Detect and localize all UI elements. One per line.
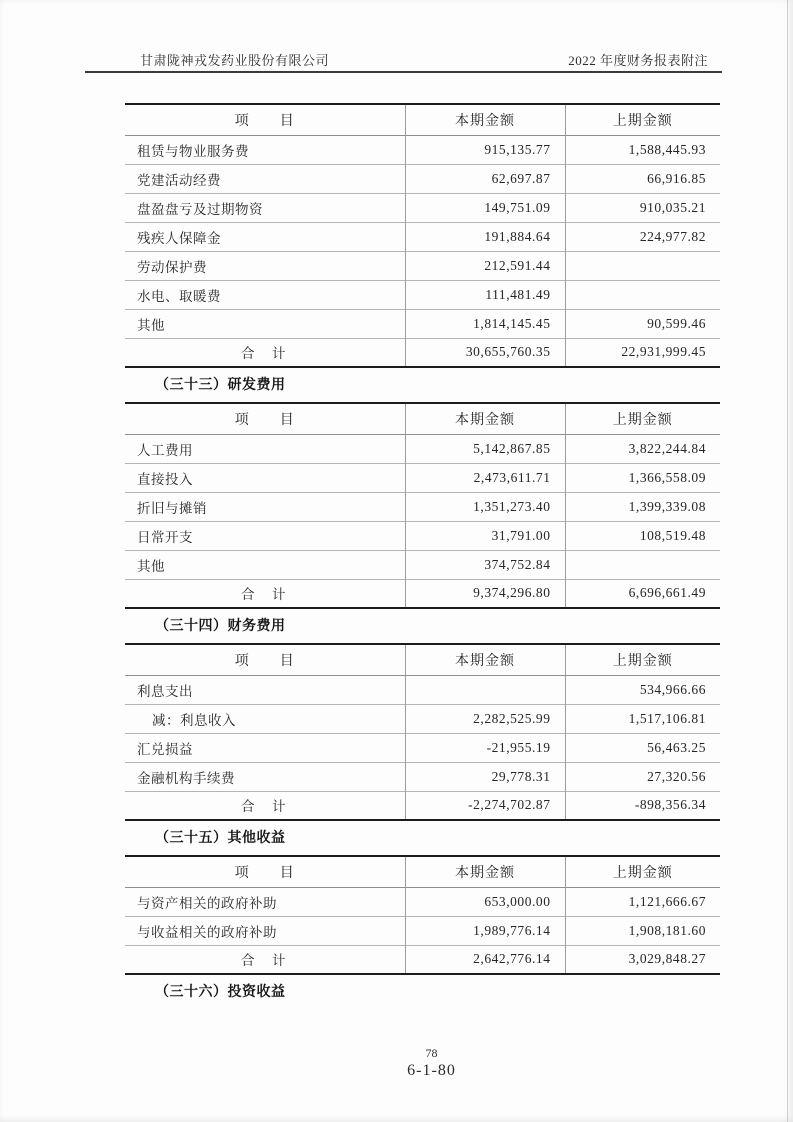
- item-cell: 合 计: [125, 791, 405, 820]
- current-amount-cell: 915,135.77: [405, 135, 565, 164]
- item-cell: 利息支出: [137, 683, 193, 699]
- current-amount-cell: 111,481.49: [405, 280, 565, 309]
- item-cell: 合 计: [125, 945, 405, 974]
- item-cell: 合 计: [125, 338, 405, 367]
- table-row: [125, 222, 720, 251]
- current-amount-cell: 62,697.87: [405, 164, 565, 193]
- rd-expense-table: [125, 402, 720, 609]
- prior-amount-cell: 6,696,661.49: [565, 579, 720, 608]
- table-row: [125, 887, 720, 916]
- table-row: [125, 193, 720, 222]
- item-header-cell: 项 目: [125, 403, 405, 434]
- current-amount-cell: 149,751.09: [405, 193, 565, 222]
- current-amount-cell: 191,884.64: [405, 222, 565, 251]
- current-amount-cell: 31,791.00: [405, 521, 565, 550]
- header-underline: [85, 71, 722, 73]
- section-heading: （三十四）财务费用: [155, 619, 286, 634]
- section-heading: （三十三）研发费用: [155, 378, 286, 393]
- table-row: [125, 521, 720, 550]
- item-cell: 水电、取暖费: [125, 280, 405, 309]
- scan-edge-artifact: [787, 0, 788, 1122]
- item-cell: 与资产相关的政府补助: [137, 895, 277, 911]
- current-amount-cell: 374,752.84: [405, 550, 565, 579]
- prior-amount-cell: 27,320.56: [565, 762, 720, 791]
- report-title: 2022 年度财务报表附注: [568, 53, 708, 68]
- item-cell: 租赁与物业服务费: [137, 143, 249, 159]
- prior-amount-cell: -898,356.34: [565, 791, 720, 820]
- prior-amount-cell: 22,931,999.45: [565, 338, 720, 367]
- prior-amount-cell: 1,399,339.08: [565, 492, 720, 521]
- prior-amount-cell: 1,588,445.93: [565, 135, 720, 164]
- prior-period-header-cell: 上期金额: [565, 644, 720, 675]
- prior-amount-cell: 56,463.25: [565, 733, 720, 762]
- current-period-header-cell: 本期金额: [405, 403, 565, 434]
- current-period-header-cell: 本期金额: [405, 644, 565, 675]
- prior-period-header-cell: 上期金额: [565, 403, 720, 434]
- item-header-cell: 项 目: [125, 856, 405, 887]
- table-row: [125, 762, 720, 791]
- prior-amount-cell: [565, 550, 720, 579]
- table-row: [125, 309, 720, 338]
- current-amount-cell: 5,142,867.85: [405, 434, 565, 463]
- table-header-row: [125, 644, 720, 675]
- current-amount-cell: 1,814,145.45: [405, 309, 565, 338]
- prior-amount-cell: [565, 251, 720, 280]
- current-amount-cell: -21,955.19: [405, 733, 565, 762]
- table-header-row: [125, 104, 720, 135]
- prior-amount-cell: [565, 280, 720, 309]
- item-header-cell: 项 目: [125, 104, 405, 135]
- table-header-row: [125, 403, 720, 434]
- item-cell: 党建活动经费: [125, 164, 405, 193]
- current-period-header-cell: 本期金额: [405, 856, 565, 887]
- section-heading: （三十六）投资收益: [155, 985, 286, 1000]
- current-amount-cell: 212,591.44: [405, 251, 565, 280]
- total-row: [125, 579, 720, 608]
- item-cell: 劳动保护费: [125, 251, 405, 280]
- table-row: [125, 434, 720, 463]
- item-cell: 金融机构手续费: [125, 762, 405, 791]
- prior-amount-cell: 1,366,558.09: [565, 463, 720, 492]
- current-amount-cell: 29,778.31: [405, 762, 565, 791]
- current-amount-cell: 1,989,776.14: [405, 916, 565, 945]
- current-amount-cell: 2,473,611.71: [405, 463, 565, 492]
- financial-expense-table: [125, 643, 720, 821]
- item-cell: 其他: [125, 550, 405, 579]
- document-code: 6-1-80: [407, 1062, 456, 1079]
- table-row: [125, 916, 720, 945]
- prior-amount-cell: 3,029,848.27: [565, 945, 720, 974]
- prior-period-header-cell: 上期金额: [565, 104, 720, 135]
- current-amount-cell: 9,374,296.80: [405, 579, 565, 608]
- prior-period-header-cell: 上期金额: [565, 856, 720, 887]
- table-row: [125, 251, 720, 280]
- prior-amount-cell: 90,599.46: [565, 309, 720, 338]
- item-cell: 折旧与摊销: [125, 492, 405, 521]
- current-amount-cell: 2,282,525.99: [405, 704, 565, 733]
- page-number: 78: [425, 1046, 438, 1060]
- current-period-header-cell: 本期金额: [405, 104, 565, 135]
- prior-amount-cell: 66,916.85: [565, 164, 720, 193]
- prior-amount-cell: 1,517,106.81: [565, 704, 720, 733]
- table-row: [125, 550, 720, 579]
- current-amount-cell: 2,642,776.14: [405, 945, 565, 974]
- total-row: [125, 945, 720, 974]
- table-row: [125, 135, 720, 164]
- document-body: [125, 103, 720, 1009]
- current-amount-cell: 1,351,273.40: [405, 492, 565, 521]
- section-heading: （三十五）其他收益: [155, 831, 286, 846]
- prior-amount-cell: 224,977.82: [565, 222, 720, 251]
- table-row: [125, 492, 720, 521]
- item-cell: 其他: [125, 309, 405, 338]
- expense-detail-table: [125, 103, 720, 368]
- table-row: [125, 704, 720, 733]
- other-income-table: [125, 855, 720, 975]
- current-amount-cell: -2,274,702.87: [405, 791, 565, 820]
- page-footer: [0, 1046, 793, 1082]
- item-header-cell: 项 目: [125, 644, 405, 675]
- item-cell: 人工费用: [137, 442, 193, 458]
- current-amount-cell: 653,000.00: [405, 887, 565, 916]
- prior-amount-cell: 3,822,244.84: [565, 434, 720, 463]
- table-row: [125, 164, 720, 193]
- prior-amount-cell: 1,121,666.67: [565, 887, 720, 916]
- table-row: [125, 733, 720, 762]
- company-name: 甘肃陇神戎发药业股份有限公司: [140, 53, 330, 68]
- item-cell: 直接投入: [125, 463, 405, 492]
- item-cell: 汇兑损益: [125, 733, 405, 762]
- current-amount-cell: 30,655,760.35: [405, 338, 565, 367]
- item-cell: 合 计: [125, 579, 405, 608]
- total-row: [125, 338, 720, 367]
- prior-amount-cell: 534,966.66: [565, 675, 720, 704]
- table-row: [125, 675, 720, 704]
- item-cell: 日常开支: [125, 521, 405, 550]
- page-header: [85, 50, 722, 69]
- table-header-row: [125, 856, 720, 887]
- prior-amount-cell: 1,908,181.60: [565, 916, 720, 945]
- table-row: [125, 280, 720, 309]
- table-row: [125, 463, 720, 492]
- current-amount-cell: [405, 675, 565, 704]
- prior-amount-cell: 108,519.48: [565, 521, 720, 550]
- item-cell: 减：利息收入: [125, 704, 405, 733]
- total-row: [125, 791, 720, 820]
- item-cell: 与收益相关的政府补助: [125, 916, 405, 945]
- prior-amount-cell: 910,035.21: [565, 193, 720, 222]
- item-cell: 盘盈盘亏及过期物资: [125, 193, 405, 222]
- item-cell: 残疾人保障金: [125, 222, 405, 251]
